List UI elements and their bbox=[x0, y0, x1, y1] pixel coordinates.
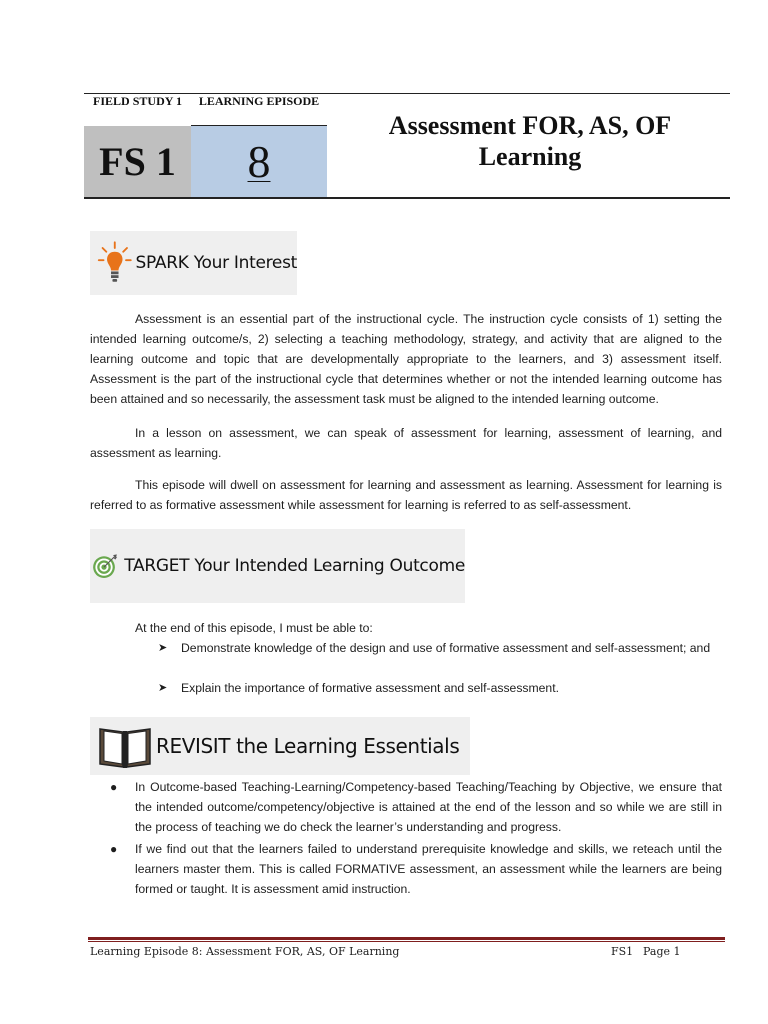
target-title: TARGET Your Intended Learning Outcome bbox=[124, 556, 465, 576]
footer-page-number: Page 1 bbox=[643, 945, 681, 958]
revisit-bullet-2: ● If we find out that the learners failed to understand prerequisite knowledge and skills, we reteach until the learners master them. This is called FORMATIVE assessment, an assessment while the learners are being formed or taught. It is assessment amid instruction. bbox=[110, 839, 722, 899]
target-icon bbox=[92, 531, 118, 601]
episode-number-box bbox=[191, 126, 327, 197]
field-study-label: FIELD STUDY 1 bbox=[93, 94, 182, 108]
revisit-bullet-1: ● In Outcome-based Teaching-Learning/Competency-based Teaching/Teaching by Objective, we ensure that the intended outcome/competency/objective is attained at the end of the lesson and so while we are still in the process of teaching we do check the learner’s understanding and progress. bbox=[110, 777, 722, 837]
revisit-banner bbox=[90, 717, 470, 775]
footer-rule-thin bbox=[88, 941, 725, 942]
learning-episode-label: LEARNING EPISODE bbox=[198, 94, 320, 108]
fs-code-box: FS 1 bbox=[84, 126, 191, 197]
spark-paragraph-2: In a lesson on assessment, we can speak of assessment for learning, assessment of learning, and assessment as learning. bbox=[90, 426, 722, 460]
bullet-dot-icon: ● bbox=[110, 780, 118, 794]
spark-paragraph-3: This episode will dwell on assessment for learning and assessment as learning. Assessment for learning is referred to as formative assessment while assessment for learning is referred to as self-assessment. bbox=[90, 478, 722, 512]
arrow-bullet-icon: ➤ bbox=[158, 642, 168, 654]
footer-rule-thick bbox=[88, 937, 725, 940]
spark-banner bbox=[90, 231, 297, 295]
spark-title: SPARK Your Interest bbox=[135, 253, 297, 273]
revisit-title: REVISIT the Learning Essentials bbox=[156, 734, 460, 758]
spark-paragraph-1: Assessment is an essential part of the instructional cycle. The instruction cycle consists of 1) setting the intended learning outcome/s, 2) selecting a teaching methodology, strategy, and activity that are aligned to the learning outcome and topic that are developmentally appropriate to the learners, and 3) assessment itself. Assessment is the part of the instructional cycle that determines whether or not the intended learning outcome has been attained and so necessarily, the assessment task must be aligned to the intended learning outcome. bbox=[90, 312, 722, 406]
arrow-bullet-icon: ➤ bbox=[158, 682, 168, 694]
header-bottom-rule bbox=[84, 197, 730, 199]
footer-episode-title: Learning Episode 8: Assessment FOR, AS, OF Learning bbox=[90, 945, 400, 958]
episode-number: 8 bbox=[247, 136, 271, 187]
footer-fs-code: FS1 bbox=[611, 945, 634, 958]
page-title: Assessment FOR, AS, OF Learning bbox=[388, 111, 672, 171]
book-icon bbox=[96, 721, 154, 771]
target-intro: At the end of this episode, I must be able to: bbox=[135, 621, 373, 635]
target-outcome-1: ➤ Demonstrate knowledge of the design and use of formative assessment and self-assessment; and bbox=[158, 638, 718, 658]
target-banner bbox=[90, 529, 465, 603]
lightbulb-icon bbox=[96, 238, 134, 288]
target-outcome-2: ➤ Explain the importance of formative assessment and self-assessment. bbox=[158, 678, 718, 698]
bullet-dot-icon: ● bbox=[110, 842, 118, 856]
